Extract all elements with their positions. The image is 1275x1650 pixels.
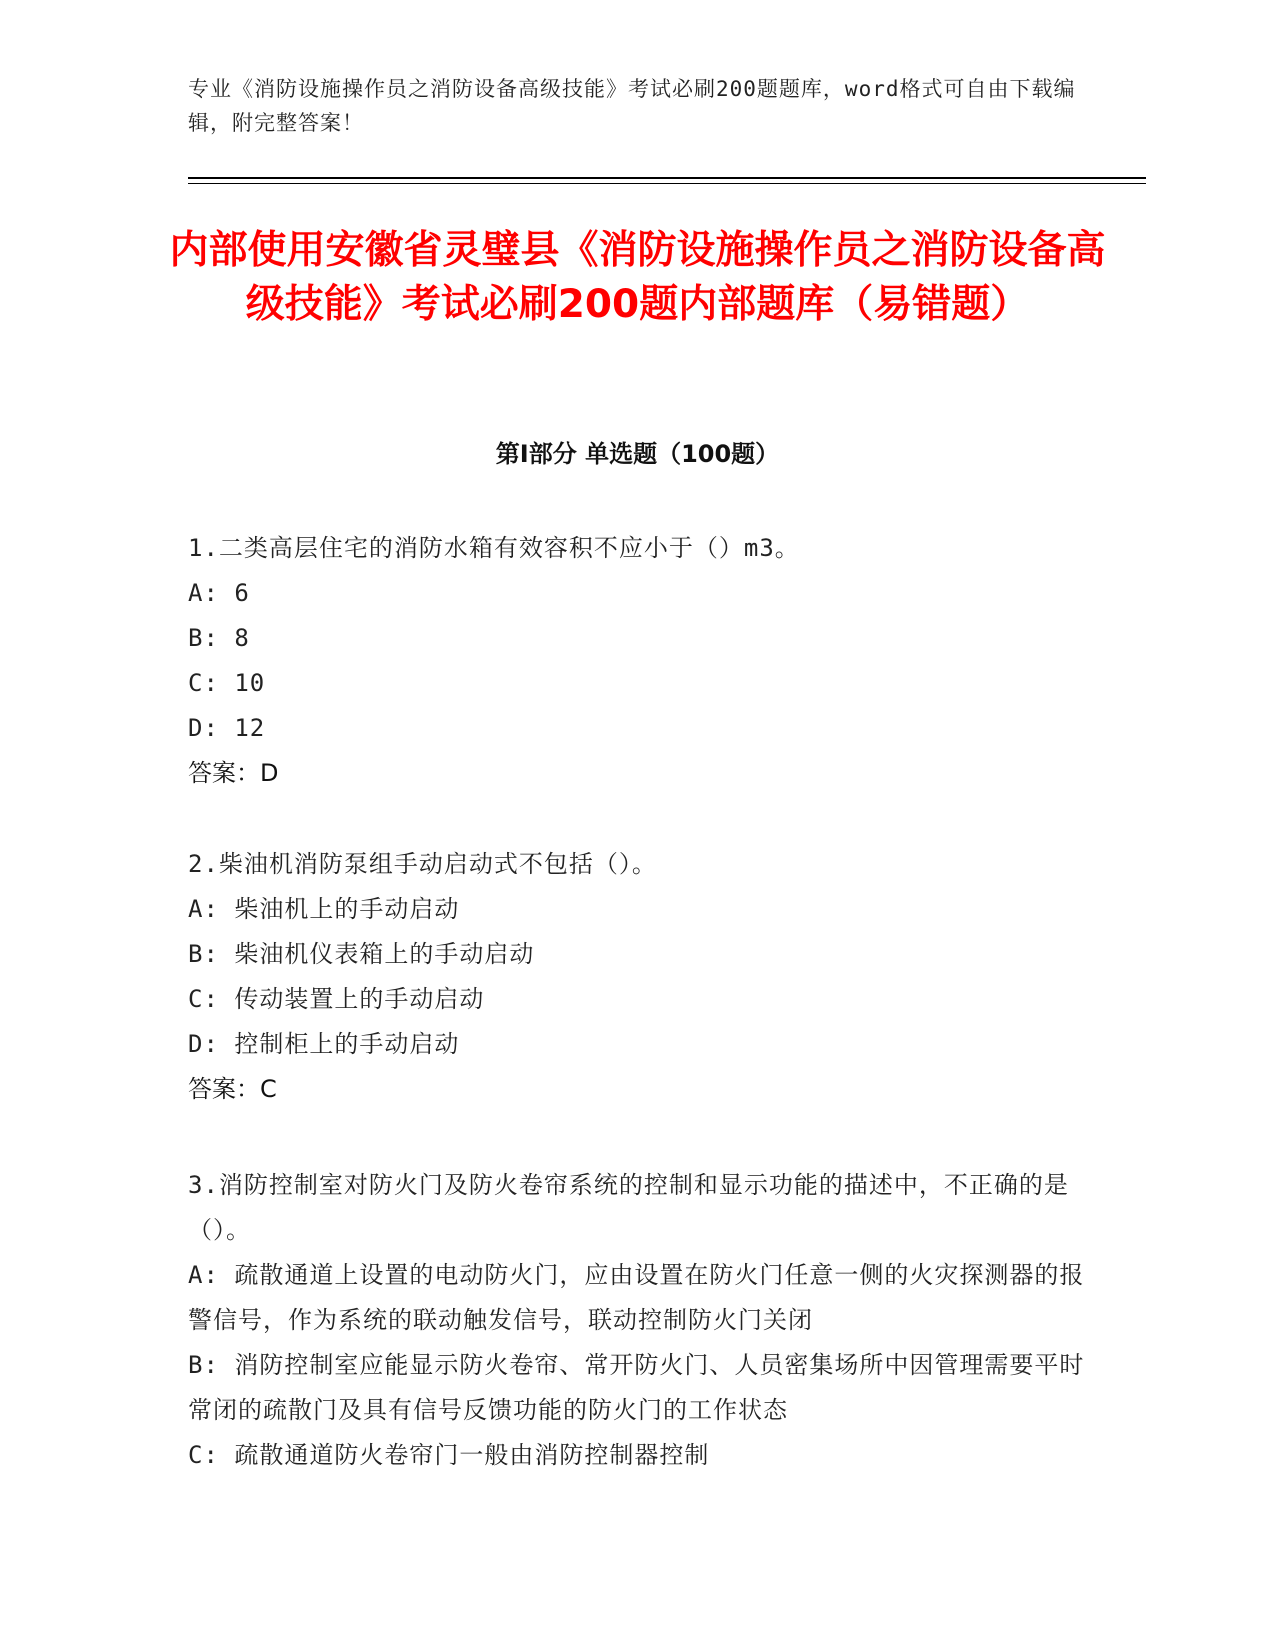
option-b: B: 消防控制室应能显示防火卷帘、常开防火门、人员密集场所中因管理需要平时常闭的疏散门及具有信号反馈功能的防火门的工作状态 bbox=[188, 1351, 1085, 1424]
option-a: A: 柴油机上的手动启动 bbox=[188, 895, 460, 923]
answer: 答案：C bbox=[188, 1075, 277, 1103]
option-c: C: 10 bbox=[188, 669, 266, 697]
option-a: A: 疏散通道上设置的电动防火门，应由设置在防火门任意一侧的火灾探测器的报警信号，作为系统的联动触发信号，联动控制防火门关闭 bbox=[188, 1261, 1085, 1334]
question-3 bbox=[188, 1163, 1088, 1478]
option-d: D: 12 bbox=[188, 714, 266, 742]
header-note: 专业《消防设施操作员之消防设备高级技能》考试必刷200题题库，word格式可自由下载编辑，附完整答案！ bbox=[188, 77, 1076, 135]
option-c: C: 传动装置上的手动启动 bbox=[188, 985, 485, 1013]
question-stem: 3.消防控制室对防火门及防火卷帘系统的控制和显示功能的描述中，不正确的是（）。 bbox=[188, 1171, 1069, 1244]
option-a: A: 6 bbox=[188, 579, 250, 607]
question-stem: 1.二类高层住宅的消防水箱有效容积不应小于（）m3。 bbox=[188, 534, 800, 562]
option-d: D: 控制柜上的手动启动 bbox=[188, 1030, 460, 1058]
question-1 bbox=[188, 526, 1088, 796]
option-b: B: 8 bbox=[188, 624, 250, 652]
option-c: C: 疏散通道防火卷帘门一般由消防控制器控制 bbox=[188, 1441, 710, 1469]
section-heading: 第Ⅰ部分 单选题（100题） bbox=[495, 440, 780, 468]
header-divider-thin bbox=[188, 183, 1146, 184]
answer: 答案：D bbox=[188, 759, 279, 787]
question-2 bbox=[188, 842, 1088, 1112]
document-title: 内部使用安徽省灵璧县《消防设施操作员之消防设备高级技能》考试必刷200题内部题库（易错题） bbox=[169, 228, 1106, 327]
question-stem: 2.柴油机消防泵组手动启动式不包括（）。 bbox=[188, 850, 657, 878]
option-b: B: 柴油机仪表箱上的手动启动 bbox=[188, 940, 535, 968]
header-divider-thick bbox=[188, 177, 1146, 179]
